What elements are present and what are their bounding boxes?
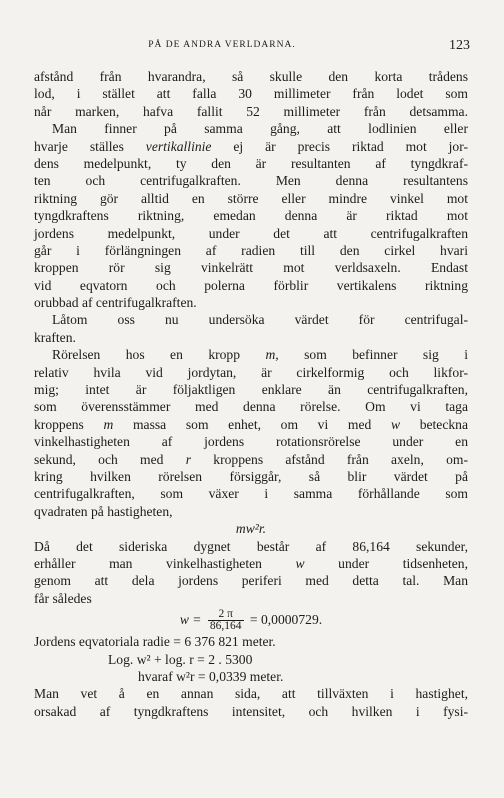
formula-w: w = $\frac{2 \pi}{86,164}$ = 0,0000729. (179, 608, 323, 633)
text-line: går i förlängningen af radien till den cirkel hvari (34, 242, 468, 258)
text-line: hvarje ställes vertikallinie ej är precis riktad mot jor- (34, 138, 468, 154)
text-line: erhåller man vinkelhastigheten w under tidsenheten, (34, 555, 468, 571)
text-line: får således (34, 590, 92, 606)
text-line: tyngdkraftens riktning, emedan denna är riktad mot (34, 208, 468, 224)
text-line: sekund, och med r kroppens afstånd från axeln, om- (34, 451, 468, 467)
text-line: relativ hvila vid jordytan, är cirkelformig och likfor- (34, 364, 468, 380)
page-header (34, 38, 470, 58)
text-line: jordens medelpunkt, under det att centrifugalkraften (34, 225, 468, 241)
text-line: som överensstämmer med denna rörelse. Om vi taga (34, 399, 468, 415)
text-line: kraften. (34, 329, 76, 345)
formula-log: Log. w² + log. r = 2 . 5300 (108, 651, 253, 667)
text-line: orsakad af tyngdkraftens intensitet, och hvilken i fysi- (34, 703, 468, 719)
text-line: orubbad af centrifugalkraften. (34, 295, 197, 311)
text-line: qvadraten på hastigheten, (34, 503, 173, 519)
text-line: vid eqvatorn och polerna förblir vertikalens riktning (34, 277, 468, 293)
text-line: riktning gör alltid en större eller mindre vinkel mot (34, 190, 468, 206)
page-number: 123 (449, 38, 470, 53)
text-line: Rörelsen hos en kropp m, som befinner sig i (52, 347, 468, 363)
text-line: centrifugalkraften, som växer i samma förhållande som (34, 486, 468, 502)
text-line: mig; intet är följaktligen enklare än centrifugalkraften, (34, 382, 468, 398)
text-line: Då det sideriska dygnet består af 86,164 sekunder, (34, 538, 468, 554)
text-line: kroppens m massa som enhet, om vi med w beteckna (34, 416, 468, 432)
formula-mw2r: mw²r. (235, 521, 267, 537)
fraction: $\frac{2 \pi}{86,164}$ (209, 608, 242, 633)
body-text (34, 68, 468, 720)
text-line: afstånd från hvarandra, så skulle den korta trådens (34, 69, 468, 84)
formula-hvaraf: hvaraf w²r = 0,0339 meter. (138, 668, 284, 684)
text-line: ten och centrifugalkraften. Men denna resultantens (34, 173, 468, 189)
emphasis: vertikallinie (145, 138, 212, 154)
text-line: Låtom oss nu undersöka värdet för centrifugal- (52, 312, 468, 328)
text-line: Man finner på samma gång, att lodlinien eller (52, 121, 468, 137)
text-line: kring hvilken rörelsen försiggår, så blir värdet på (34, 468, 468, 484)
running-head: PÅ DE ANDRA VERLDARNA. (148, 40, 296, 50)
text-line: kroppen rör sig vinkelrätt mot verldsaxeln. Endast (34, 260, 468, 276)
text-line: Jordens eqvatoriala radie = 6 376 821 meter. (34, 634, 276, 650)
text-line: genom att dela jordens periferi med detta tal. Man (34, 573, 468, 589)
text-line: når marken, hafva fallit 52 millimeter från detsamma. (34, 103, 468, 119)
text-line: vinkelhastigheten af jordens rotationsrörelse under en (34, 434, 468, 450)
text-line: lod, i stället att falla 30 millimeter från lodet som (34, 86, 468, 102)
text-line: Man vet å en annan sida, att tillväxten i hastighet, (34, 686, 468, 702)
text-line: dens medelpunkt, ty den är resultanten af tyngdkraf- (34, 155, 468, 171)
